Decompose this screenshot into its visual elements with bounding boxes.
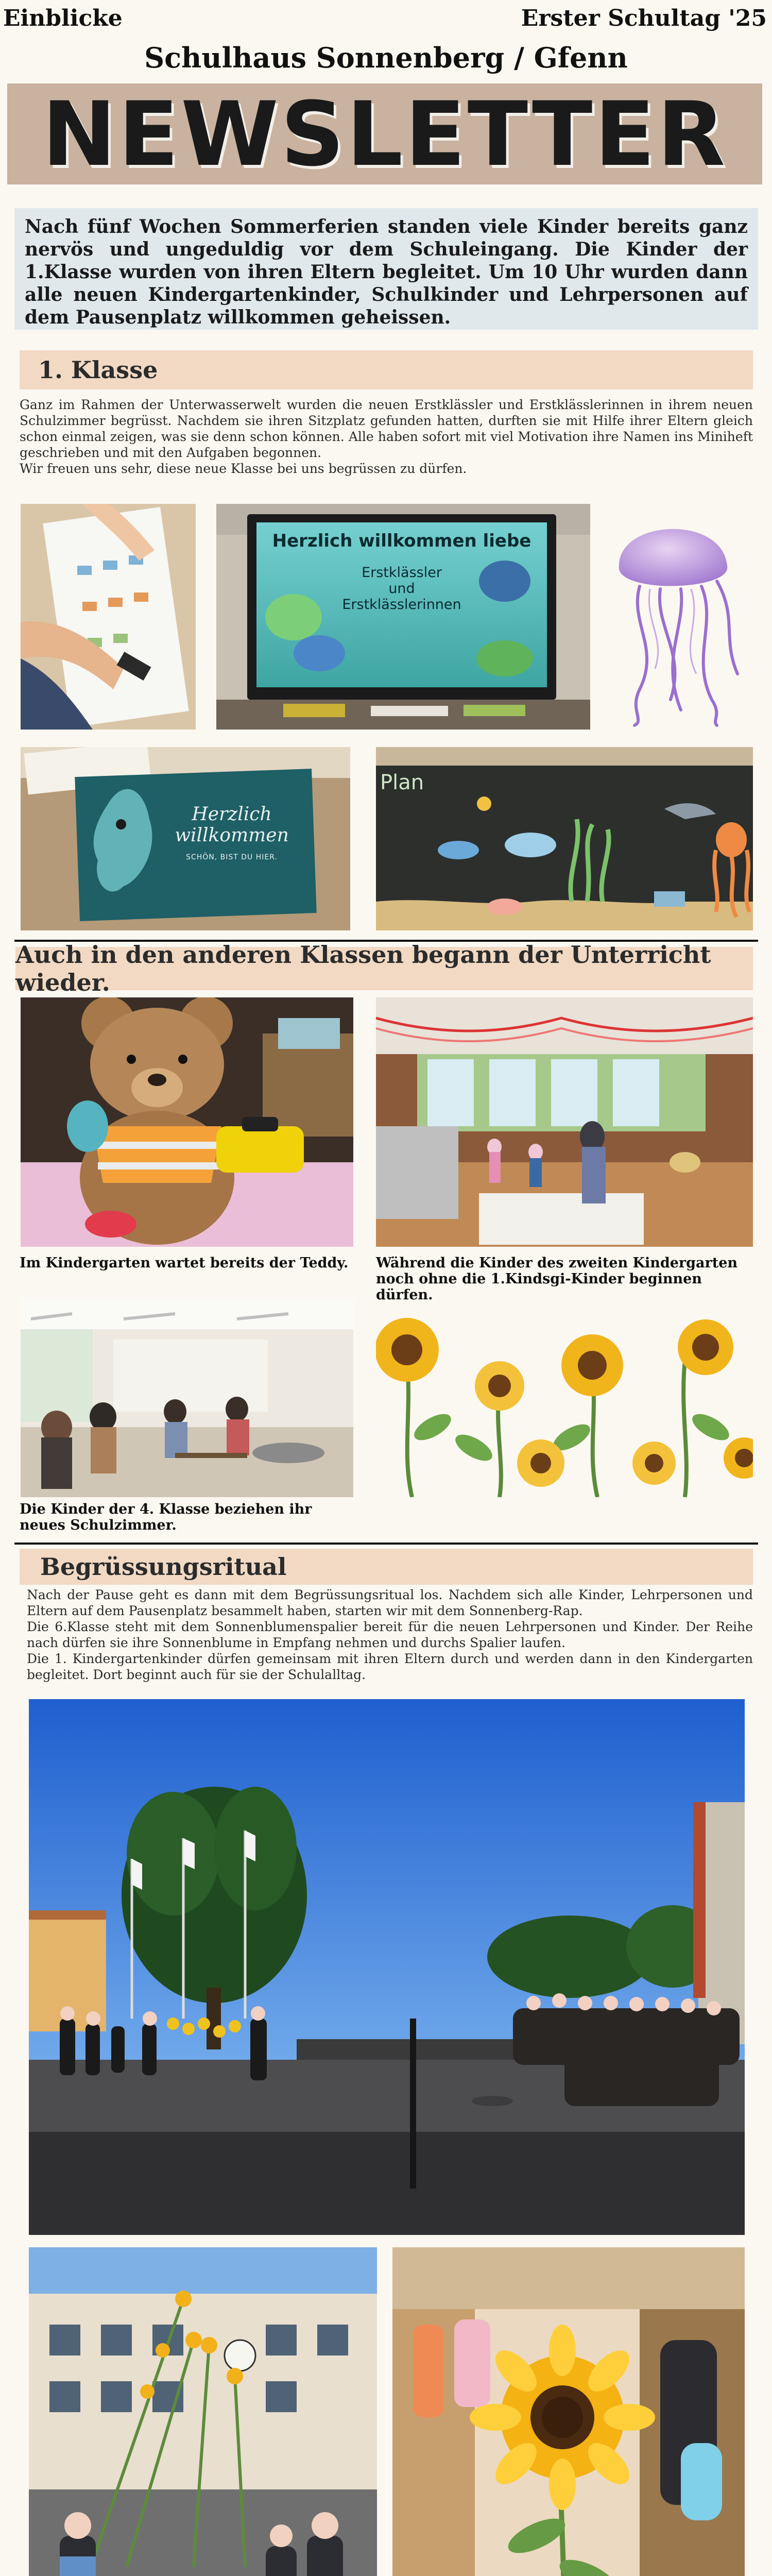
photo-teddy — [21, 997, 353, 1247]
caption-kindergarten-2: Während die Kinder des zweiten Kindergarten noch ohne die 1.Kindsgi-Kinder beginnen dürfen. — [376, 1255, 738, 1303]
card-line3: SCHÖN, BIST DU HIER. — [186, 853, 278, 861]
section-1-body — [20, 397, 753, 477]
illustration-jellyfish — [598, 504, 753, 730]
section-2-header — [15, 941, 753, 996]
screen-welcome-line4: Erstklässlerinnen — [342, 597, 461, 613]
header-right-tag: Erster Schultag '25 — [521, 5, 767, 31]
header-left-tag: Einblicke — [3, 5, 123, 31]
divider-2 — [14, 1543, 758, 1545]
screen-welcome-line3: und — [388, 581, 415, 597]
photo-welcome-card — [21, 747, 350, 930]
section-3-text-p1: Nach der Pause geht es dann mit dem Begrüssungsritual los. Nachdem sich alle Kinder, Lehrpersonen und Eltern auf dem Pausenplatz besammelt haben, starten wir mit dem Sonnenberg-Rap. — [27, 1587, 753, 1618]
section-1-text-p2: Wir freuen uns sehr, diese neue Klasse bei uns begrüssen zu dürfen. — [20, 461, 467, 476]
card-line2: willkommen — [175, 825, 289, 846]
section-1-header — [20, 350, 753, 389]
photo-worksheet — [21, 504, 196, 730]
screen-welcome-line1: Herzlich willkommen liebe — [272, 531, 531, 551]
board-plan-word: Plan — [380, 771, 424, 794]
intro-text: Nach fünf Wochen Sommerferien standen viele Kinder bereits ganz nervös und ungeduldig vor dem Schuleingang. Die Kinder der 1.Klasse wurden von ihren Eltern begleitet. Um 10 Uhr wurden dann alle neuen Kindergartenkinder, Schulkinder und Lehrpersonen auf dem Pausenplatz willkommen geheissen. — [25, 216, 748, 328]
photo-sunflower-arch — [29, 2247, 377, 2576]
section-3-body — [27, 1587, 753, 1683]
photo-welcome-screen — [216, 504, 590, 730]
newsletter-banner — [7, 83, 762, 184]
section-3-text-p2: Die 6.Klasse steht mit dem Sonnenblumenspalier bereit für die neuen Lehrpersonen und Kinder. Der Reihe nach dürfen sie ihre Sonnenblume in Empfang nehmen und durchs Spalier laufen. — [27, 1619, 753, 1650]
section-1-text-p1: Ganz im Rahmen der Unterwasserwelt wurden die neuen Erstklässler und Erstklässlerinnen in ihrem neuen Schulzimmer begrüsst. Nachdem sie ihren Sitzplatz gefunden hatten, durften sie mit Hilfe ihrer Eltern gleich schon einmal zeigen, was sie denn schon können. Alle haben sofort mit viel Motivation ihre Namen ins Miniheft geschrieben und mit den Aufgaben begonnen. — [20, 397, 753, 460]
photo-sunflower-hook — [392, 2247, 745, 2576]
screen-welcome-line2: Erstklässler — [362, 565, 442, 581]
caption-teddy: Im Kindergarten wartet bereits der Teddy. — [20, 1255, 349, 1271]
section-3-title: Begrüssungsritual — [40, 1553, 287, 1581]
section-3-header — [20, 1549, 753, 1585]
banner-title: NEWSLETTER — [42, 82, 728, 186]
photo-schoolyard-gathering — [29, 1699, 745, 2235]
photo-underwater-board — [376, 747, 753, 930]
section-3-text-p3: Die 1. Kindergartenkinder dürfen gemeinsam mit ihren Eltern durch und werden dann in den Kindergarten begleitet. Dort beginnt auch für sie der Schulalltag. — [27, 1651, 753, 1682]
photo-kindergarten-2 — [376, 997, 753, 1247]
illustration-sunflowers — [376, 1298, 753, 1497]
card-line1: Herzlich — [192, 804, 272, 825]
section-2-title: Auch in den anderen Klassen begann der Unterricht wieder. — [15, 941, 711, 996]
photo-class-4 — [21, 1298, 353, 1497]
section-1-title: 1. Klasse — [38, 356, 158, 384]
intro-box — [14, 208, 758, 330]
school-title: Schulhaus Sonnenberg / Gfenn — [144, 41, 628, 74]
caption-class-4: Die Kinder der 4. Klasse beziehen ihr neues Schulzimmer. — [20, 1501, 312, 1533]
